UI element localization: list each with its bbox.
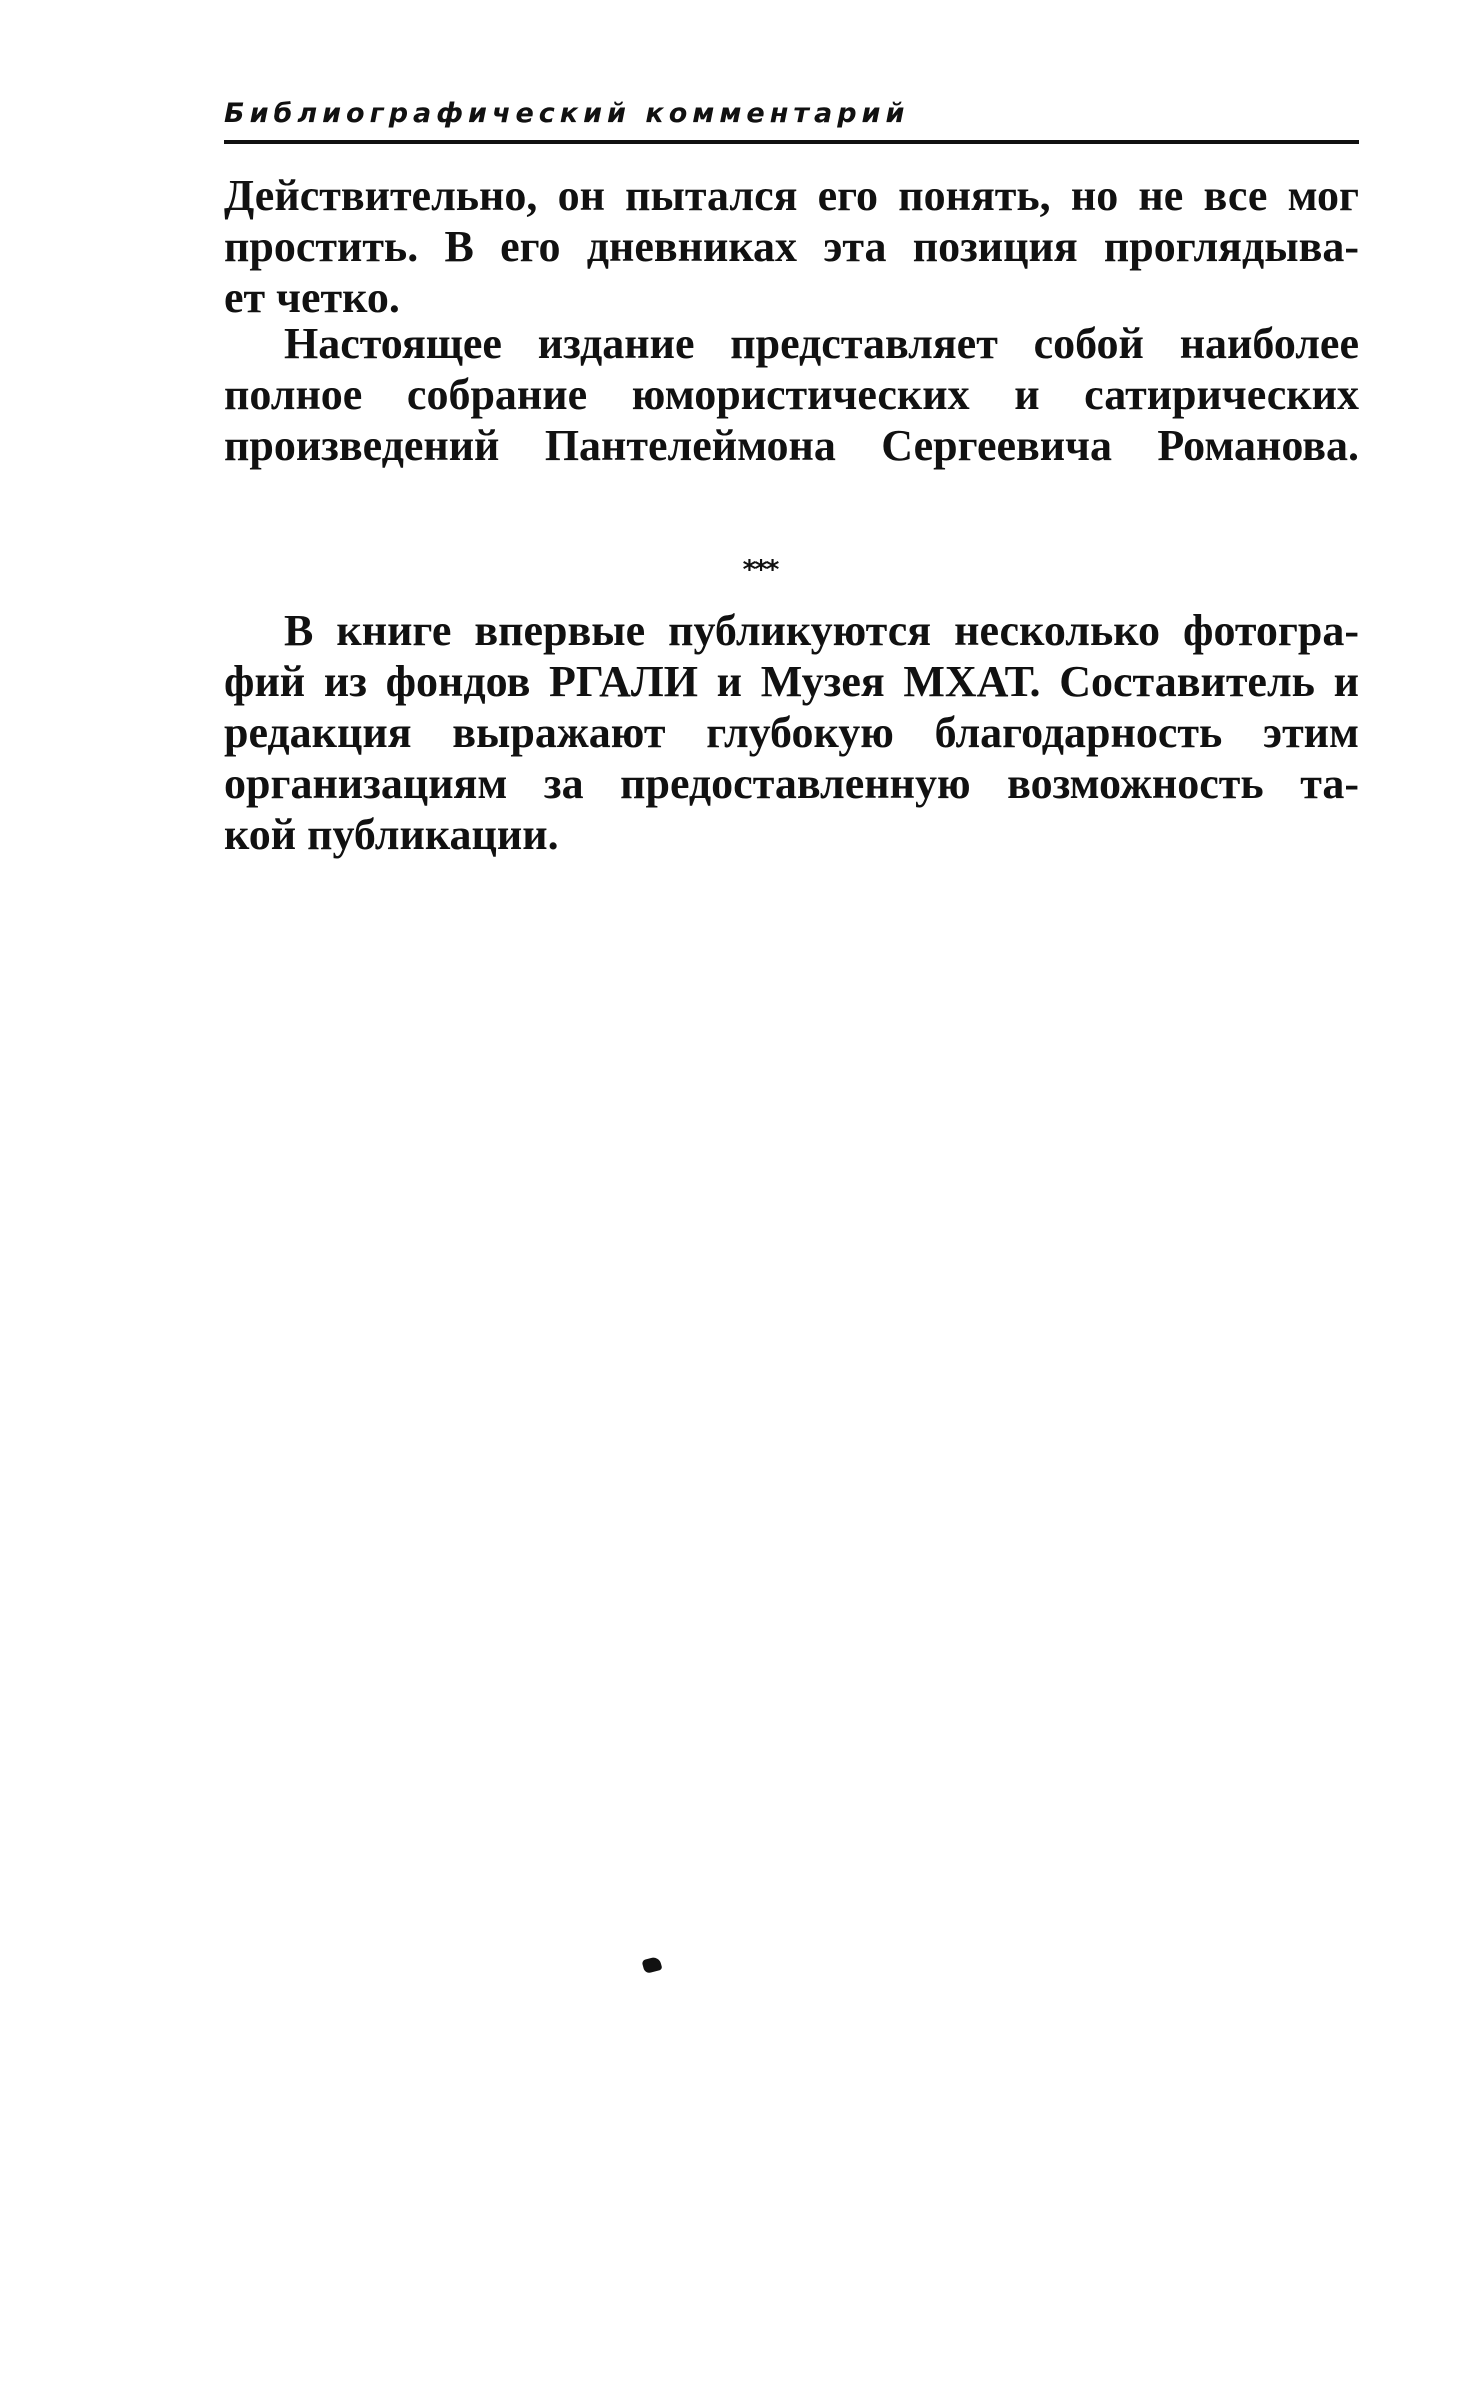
running-head-title: Библиографический комментарий [224, 98, 910, 129]
paragraph-line: В книге впервые публикуются несколько фотогра- [284, 606, 1359, 655]
paragraph-1 [224, 170, 1359, 323]
paragraph-line: фий из фондов РГАЛИ и Музея МХАТ. Составитель и [224, 657, 1359, 706]
paragraph-2 [224, 318, 1359, 471]
paragraph-3 [224, 605, 1359, 860]
running-head [224, 96, 1359, 144]
section-separator: *** [742, 555, 778, 585]
paragraph-line: простить. В его дневниках эта позиция проглядыва- [224, 222, 1359, 271]
paragraph-line: кой публикации. [224, 810, 559, 859]
paragraph-line: полное собрание юмористических и сатирических [224, 370, 1359, 419]
paragraph-line: редакция выражают глубокую благодарность этим [224, 708, 1359, 757]
paragraph-line: произведений Пантелеймона Сергеевича Романова. [224, 421, 1359, 470]
paragraph-line: Настоящее издание представляет собой наиболее [284, 319, 1359, 368]
paragraph-line: организациям за предоставленную возможность та- [224, 759, 1359, 808]
ink-mark [641, 1956, 662, 1974]
paragraph-line: Действительно, он пытался его понять, но не все мог [224, 171, 1359, 220]
paragraph-line: ет четко. [224, 273, 400, 322]
